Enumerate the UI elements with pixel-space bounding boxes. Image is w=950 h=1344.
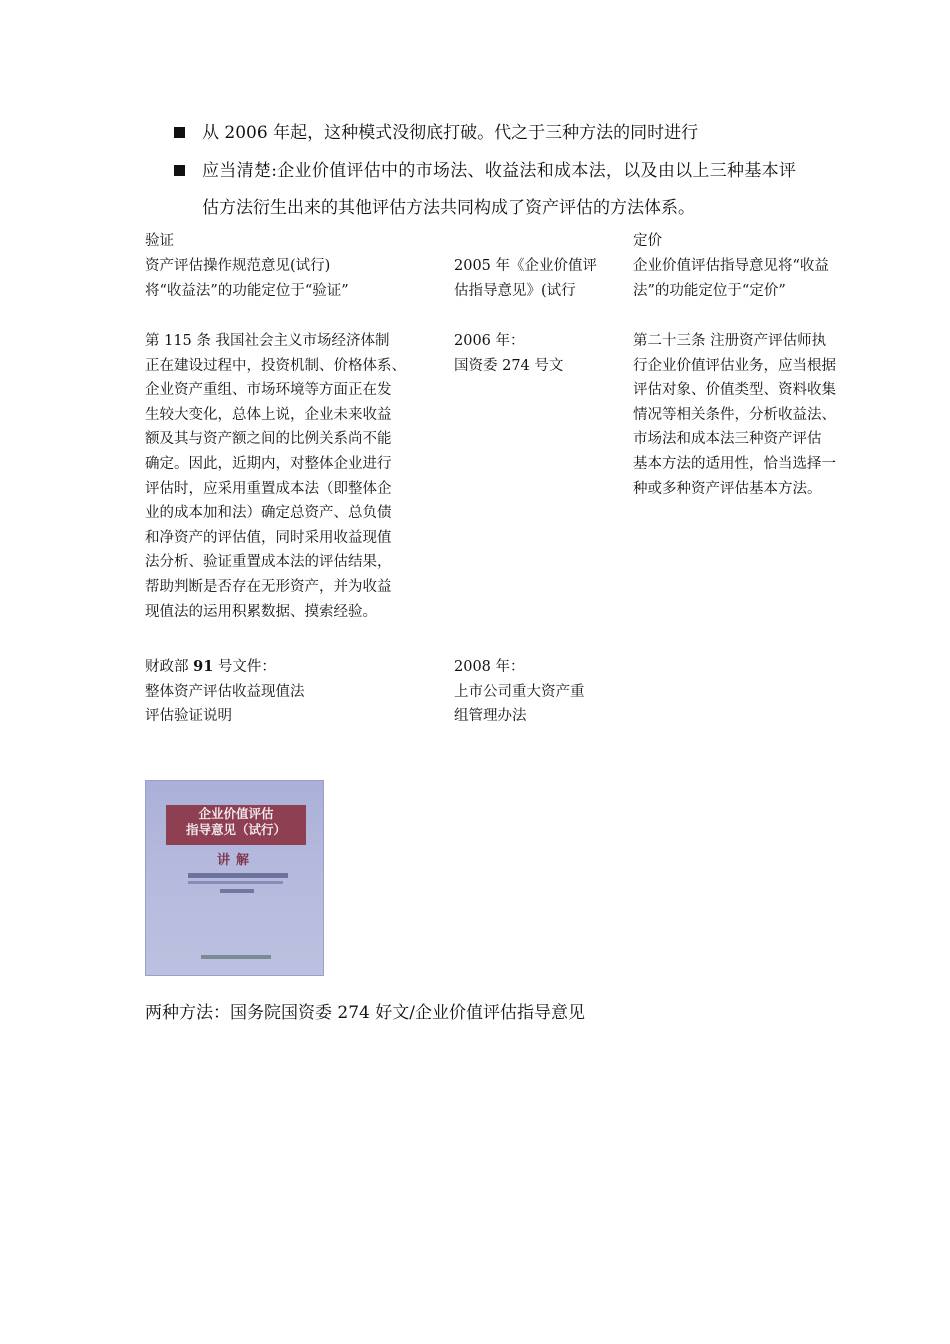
col1-row2-line: 确定。因此，近期内，对整体企业进行 — [145, 455, 392, 472]
col3-row2-line: 基本方法的适用性，恰当选择一 — [633, 455, 836, 472]
col1-header-text: 验证 — [145, 233, 174, 249]
col3-row1 — [633, 254, 873, 303]
col3-row2-line: 种或多种资产评估基本方法。 — [633, 480, 822, 497]
col3-header — [633, 229, 873, 254]
col2-row3-line: 上市公司重大资产重 — [454, 683, 585, 700]
book-cover-image — [145, 780, 324, 976]
col1-row2-line: 额及其与资产额之间的比例关系尚不能 — [145, 431, 392, 448]
summary-line: 两种方法：国务院国资委 274 好文/企业价值评估指导意见 — [145, 1003, 585, 1023]
col1-row3-line: 整体资产评估收益现值法 — [145, 683, 305, 700]
book-author-line — [188, 881, 283, 884]
bullet-list — [174, 118, 874, 223]
col3-row2-line: 评估对象、价值类型、资料收集 — [633, 382, 836, 399]
col1-row2-line: 正在建设过程中，投资机制、价格体系、 — [145, 357, 406, 374]
col3-row2-article-23 — [633, 329, 873, 501]
col1-row3-suffix: 号文件： — [213, 659, 276, 675]
col2-row2 — [454, 329, 624, 378]
col2-row2-line: 国资委 274 号文 — [454, 357, 564, 374]
col1-row3-prefix: 财政部 — [145, 659, 194, 675]
bullet-text-2: 应当清楚:企业价值评估中的市场法、收益法和成本法，以及由以上三种基本评 — [202, 161, 797, 181]
book-title-line: 指导意见（试行） — [185, 822, 286, 837]
bullet-item-1 — [174, 118, 874, 148]
col1-row3-heading — [145, 655, 445, 680]
col2-row3-line: 2008 年： — [454, 659, 525, 675]
col2-row1 — [454, 254, 624, 303]
col1-header — [145, 229, 445, 254]
col3-row2-line: 第二十三条 注册资产评估师执 — [633, 333, 827, 349]
col1-row1 — [145, 254, 445, 303]
bullet-item-2 — [174, 156, 874, 223]
col3-row2-line: 市场法和成本法三种资产评估 — [633, 431, 822, 448]
col1-row1-line: 将“收益法”的功能定位于“验证” — [145, 282, 349, 299]
col1-row2-line: 生较大变化，总体上说，企业未来收益 — [145, 406, 392, 423]
col3-row1-line: 企业价值评估指导意见将“收益 — [633, 258, 829, 274]
book-subtitle: 讲解 — [216, 853, 255, 868]
col2-row1-line: 2005 年《企业价值评 — [454, 258, 598, 274]
col2-row2-line: 2006 年： — [454, 333, 525, 349]
book-title — [166, 806, 306, 838]
col3-row1-line: 法”的功能定位于“定价” — [633, 282, 786, 299]
col1-row1-line: 资产评估操作规范意见(试行) — [145, 258, 331, 274]
col3-header-text: 定价 — [633, 233, 662, 249]
book-publisher-line — [201, 955, 271, 959]
square-bullet-icon — [174, 127, 185, 138]
col3-row2-line: 行企业价值评估业务，应当根据 — [633, 357, 836, 374]
col1-row2-line: 业的成本加和法）确定总资产、总负债 — [145, 505, 392, 522]
book-title-line: 企业价值评估 — [198, 806, 274, 821]
bullet-text-2-continuation: 估方法衍生出来的其他评估方法共同构成了资产评估的方法体系。 — [202, 198, 695, 218]
col1-row2-line: 和净资产的评估值，同时采用收益现值 — [145, 529, 392, 546]
col2-row3 — [454, 655, 624, 729]
col1-row2-line: 帮助判断是否存在无形资产，并为收益 — [145, 578, 392, 595]
col1-row3-line: 评估验证说明 — [145, 708, 232, 725]
col1-row2-line: 第 115 条 我国社会主义市场经济体制 — [145, 333, 390, 349]
bullet-text-1: 从 2006 年起，这种模式没彻底打破。代之于三种方法的同时进行 — [202, 123, 699, 143]
col1-row2-line: 法分析、验证重置成本法的评估结果， — [145, 554, 392, 571]
col1-row3-number: 91 — [193, 658, 214, 675]
col3-row2-line: 情况等相关条件，分析收益法、 — [633, 406, 836, 423]
book-author-line — [188, 873, 288, 878]
book-editor-line — [220, 889, 254, 893]
square-bullet-icon — [174, 165, 185, 176]
col1-row3 — [145, 655, 445, 729]
col1-row2-line: 评估时，应采用重置成本法（即整体企 — [145, 480, 392, 497]
col2-row1-line: 估指导意见》(试行 — [454, 282, 576, 299]
col1-row2-article-115 — [145, 329, 445, 624]
col2-row3-line: 组管理办法 — [454, 708, 527, 725]
col1-row2-line: 企业资产重组、市场环境等方面正在发 — [145, 382, 392, 399]
col1-row2-line: 现值法的运用积累数据、摸索经验。 — [145, 603, 377, 620]
